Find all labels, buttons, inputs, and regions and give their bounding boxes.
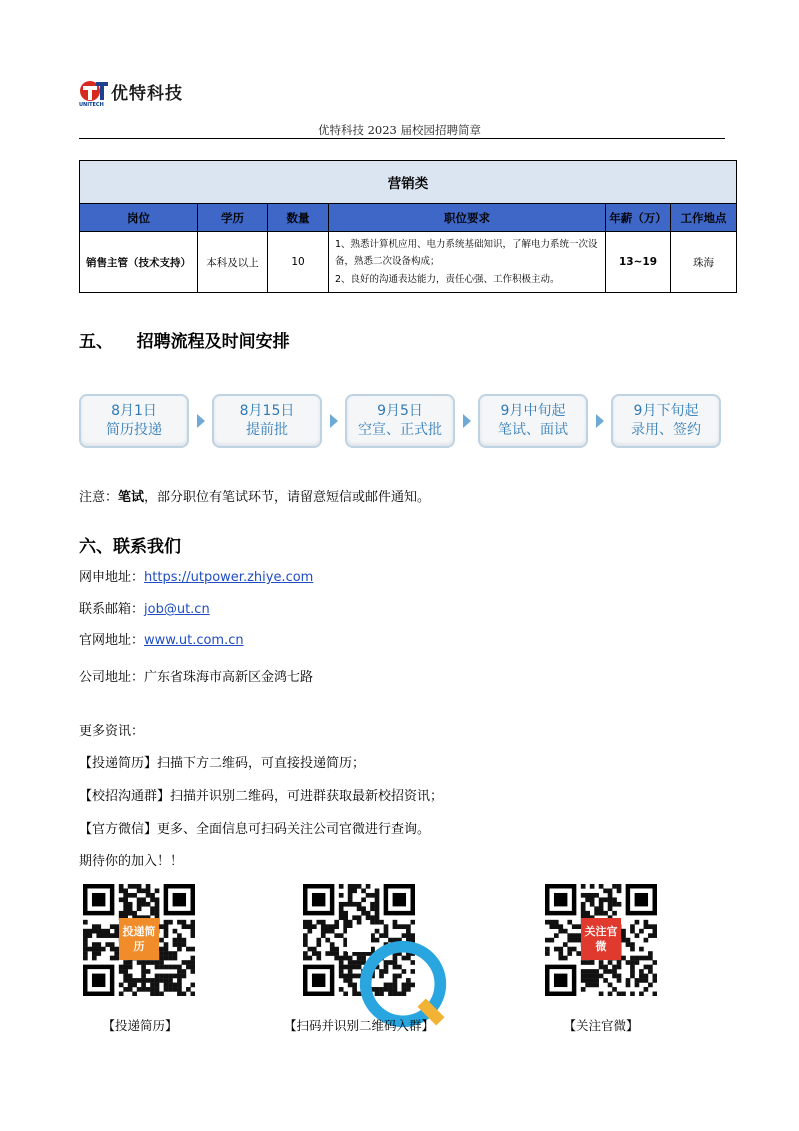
- column-header: 学历: [198, 204, 268, 232]
- qr-code-group[interactable]: [303, 884, 415, 996]
- process-step-5: [611, 394, 721, 448]
- address-label: 公司地址：: [79, 670, 145, 685]
- process-step-3: [345, 394, 455, 448]
- cell-requirements: [329, 232, 606, 293]
- note-bold: 笔试: [118, 490, 145, 505]
- step-date: 9月下旬起: [633, 403, 699, 419]
- header-divider: [79, 138, 725, 139]
- email-line: [79, 598, 210, 617]
- web-apply-line: [79, 566, 313, 585]
- email-label: 联系邮箱：: [79, 602, 145, 617]
- step-date: 8月15日: [239, 403, 295, 419]
- website-link[interactable]: www.ut.com.cn: [144, 633, 244, 648]
- cell-education: 本科及以上: [198, 232, 268, 293]
- column-header: 职位要求: [329, 204, 606, 232]
- note-prefix: 注意：: [79, 490, 119, 505]
- requirement-2: 2、良好的沟通表达能力，责任心强、工作积极主动。: [335, 273, 560, 285]
- table-category: 营销类: [80, 161, 737, 204]
- section-5-heading: 五、 招聘流程及时间安排: [79, 332, 290, 352]
- address-value: 广东省珠海市高新区金鸿七路: [144, 670, 314, 685]
- document-title: 优特科技 2023 届校园招聘简章: [317, 123, 482, 137]
- chat-bubble-icon: [347, 928, 371, 952]
- arrow-right-icon: [197, 414, 205, 428]
- step-label: 简历投递: [106, 422, 162, 438]
- exam-note: [79, 486, 430, 505]
- address-line: [79, 666, 313, 685]
- more-info-line-3: 【官方微信】更多、全面信息可扫码关注公司官微进行查询。: [79, 822, 431, 837]
- note-text: ，部分职位有笔试环节，请留意短信或邮件通知。: [144, 490, 431, 505]
- more-info-line-1: 【投递简历】扫描下方二维码，可直接投递简历；: [79, 756, 366, 771]
- step-label: 提前批: [246, 422, 288, 438]
- arrow-right-icon: [330, 414, 338, 428]
- section-6-heading: 六、联系我们: [79, 537, 181, 557]
- web-apply-link[interactable]: https://utpower.zhiye.com: [144, 570, 314, 585]
- cell-location: 珠海: [671, 232, 737, 293]
- table-row: [80, 232, 737, 293]
- email-link[interactable]: job@ut.cn: [144, 602, 210, 617]
- step-label: 录用、签约: [631, 422, 701, 438]
- step-date: 9月5日: [377, 403, 423, 419]
- column-header: 工作地点: [671, 204, 737, 232]
- process-step-1: [79, 394, 189, 448]
- step-label: 空宣、正式批: [358, 422, 442, 438]
- web-apply-label: 网申地址：: [79, 570, 145, 585]
- website-label: 官网地址：: [79, 633, 145, 648]
- cell-position: 销售主管（技术支持）: [80, 232, 198, 293]
- more-info-line-2: 【校招沟通群】扫描并识别二维码，可进群获取最新校招资讯；: [79, 789, 444, 804]
- arrow-right-icon: [596, 414, 604, 428]
- column-header: 数量: [268, 204, 329, 232]
- qr-code-wechat[interactable]: [545, 884, 657, 996]
- logo-text: 优特科技: [111, 84, 183, 104]
- process-step-2: [212, 394, 322, 448]
- arrow-right-icon: [463, 414, 471, 428]
- qr-caption-wechat: 【关注官微】: [563, 1018, 639, 1033]
- qr-badge-wechat: 关注官微: [581, 918, 621, 960]
- cell-salary: 13~19: [606, 232, 671, 293]
- table-header-row: [80, 204, 737, 232]
- more-info-title: 更多资讯：: [79, 724, 145, 739]
- qr-code-apply[interactable]: [83, 884, 195, 996]
- column-header: 年薪（万）: [606, 204, 671, 232]
- job-table: [79, 160, 737, 293]
- cell-count: 10: [268, 232, 329, 293]
- closing-line: 期待你的加入！！: [79, 854, 184, 869]
- column-header: 岗位: [80, 204, 198, 232]
- qr-badge-apply: 投递简历: [119, 918, 159, 960]
- qr-caption-group: 【扫码并识别二维码入群】: [283, 1018, 434, 1033]
- logo-subtext: UNITECH: [79, 102, 104, 108]
- company-logo: [79, 78, 194, 106]
- step-date: 8月1日: [111, 403, 157, 419]
- step-date: 9月中旬起: [500, 403, 566, 419]
- logo-ut-icon: [79, 80, 109, 102]
- website-line: [79, 629, 244, 648]
- qr-caption-apply: 【投递简历】: [102, 1018, 178, 1033]
- process-step-4: [478, 394, 588, 448]
- step-label: 笔试、面试: [498, 422, 568, 438]
- requirement-1: 1、熟悉计算机应用、电力系统基础知识，了解电力系统一次设备，熟悉二次设备构成；: [335, 238, 598, 268]
